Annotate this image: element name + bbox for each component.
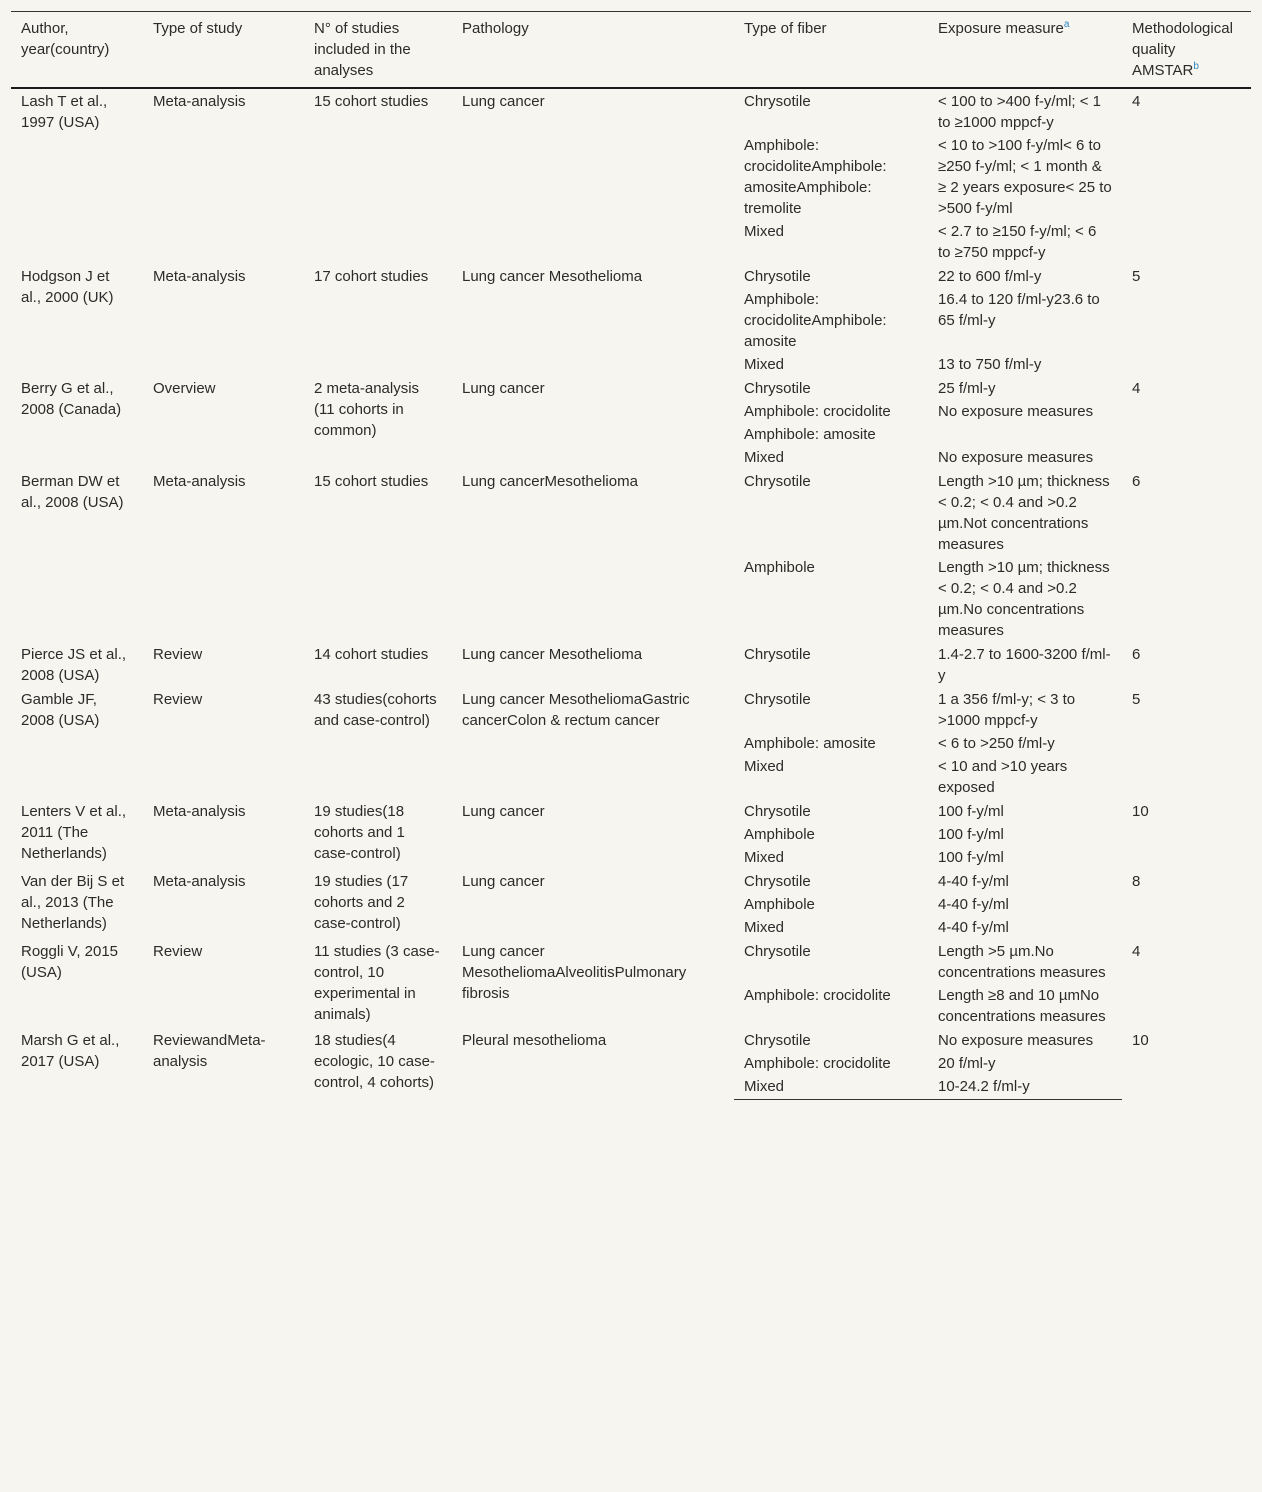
header-pathology: Pathology	[452, 12, 734, 89]
cell-pathology: Lung cancer MesotheliomaGastric cancerColon & rectum cancer	[462, 691, 690, 729]
cell-exposure-measure: 16.4 to 120 f/ml-y23.6 to 65 f/ml-y	[938, 291, 1100, 329]
cell-type-of-fiber: Chrysotile	[744, 873, 811, 890]
cell-number-of-studies: 19 studies(18 cohorts and 1 case-control)	[314, 803, 405, 862]
cell-author: Pierce JS et al., 2008 (USA)	[21, 646, 127, 684]
cell-type-of-fiber: Chrysotile	[744, 646, 811, 663]
cell-type-of-fiber: Mixed	[744, 849, 785, 866]
cell-exposure-measure	[928, 423, 1122, 446]
table-row	[11, 687, 1251, 732]
cell-exposure-measure: Length ≥8 and 10 µmNo concentrations measures	[938, 987, 1106, 1025]
cell-methodological-quality: 10	[1132, 803, 1149, 820]
table-row	[11, 264, 1251, 288]
cell-exposure-measure: No exposure measures	[938, 449, 1094, 466]
cell-methodological-quality: 8	[1132, 873, 1141, 890]
cell-exposure-measure: 1.4-2.7 to 1600-3200 f/ml-y	[938, 646, 1111, 684]
cell-exposure-measure: 1 a 356 f/ml-y; < 3 to >1000 mppcf-y	[938, 691, 1076, 729]
cell-type-of-study: Meta-analysis	[153, 268, 246, 285]
cell-type-of-fiber: Mixed	[734, 1075, 928, 1100]
table-row	[11, 1028, 1251, 1052]
cell-type-of-study: Overview	[153, 380, 216, 397]
cell-author: Gamble JF, 2008 (USA)	[21, 691, 100, 729]
cell-exposure-measure: 13 to 750 f/ml-y	[938, 356, 1042, 373]
cell-type-of-fiber: Chrysotile	[744, 691, 811, 708]
cell-methodological-quality: 6	[1132, 473, 1141, 490]
cell-type-of-fiber: Mixed	[744, 449, 785, 466]
cell-type-of-study: Review	[153, 646, 203, 663]
cell-methodological-quality: 6	[1132, 646, 1141, 663]
cell-type-of-fiber: Amphibole: amosite	[744, 735, 876, 752]
cell-pathology: Lung cancer Mesothelioma	[462, 268, 643, 285]
cell-author: Lash T et al., 1997 (USA)	[21, 93, 108, 131]
cell-type-of-study: Meta-analysis	[153, 93, 246, 110]
cell-type-of-fiber: Amphibole	[744, 896, 815, 913]
cell-number-of-studies: 14 cohort studies	[314, 646, 429, 663]
cell-exposure-measure: 100 f-y/ml	[938, 849, 1004, 866]
cell-exposure-measure: Length >5 µm.No concentrations measures	[938, 943, 1106, 981]
cell-exposure-measure: 4-40 f-y/ml	[938, 919, 1009, 936]
header-type-of-fiber: Type of fiber	[734, 12, 928, 89]
asbestos-studies-table	[11, 11, 1251, 1100]
cell-type-of-fiber: Chrysotile	[744, 268, 811, 285]
cell-type-of-fiber: Mixed	[744, 356, 785, 373]
table-row	[11, 376, 1251, 400]
cell-author: Hodgson J et al., 2000 (UK)	[21, 268, 114, 306]
table-container	[11, 11, 1251, 1100]
table-row	[11, 88, 1251, 134]
cell-exposure-measure: 10-24.2 f/ml-y	[928, 1075, 1122, 1100]
cell-exposure-measure: 20 f/ml-y	[938, 1055, 996, 1072]
cell-exposure-measure: No exposure measures	[938, 403, 1094, 420]
cell-number-of-studies: 2 meta-analysis (11 cohorts in common)	[314, 380, 420, 439]
header-quality-label: Methodological quality AMSTAR	[1132, 20, 1233, 79]
cell-exposure-measure: < 10 to >100 f-y/ml< 6 to ≥250 f-y/ml; < 1 month & ≥ 2 years exposure< 25 to >500 f-y/ml	[938, 137, 1112, 217]
cell-exposure-measure: 100 f-y/ml	[938, 803, 1004, 820]
cell-pathology: Lung cancer Mesothelioma	[462, 646, 643, 663]
cell-exposure-measure: 25 f/ml-y	[938, 380, 996, 397]
cell-methodological-quality: 4	[1132, 93, 1141, 110]
cell-type-of-study: Meta-analysis	[153, 873, 246, 890]
cell-number-of-studies: 19 studies (17 cohorts and 2 case-control)	[314, 873, 409, 932]
cell-pathology: Lung cancer	[462, 873, 545, 890]
cell-methodological-quality: 5	[1132, 691, 1141, 708]
cell-author: Berman DW et al., 2008 (USA)	[21, 473, 124, 511]
footnote-b-link[interactable]: b	[1193, 61, 1199, 72]
cell-type-of-fiber: Chrysotile	[744, 1032, 811, 1049]
cell-exposure-measure: < 10 and >10 years exposed	[938, 758, 1068, 796]
table-header	[11, 12, 1251, 89]
cell-type-of-fiber: Amphibole: crocidolite	[744, 1055, 891, 1072]
cell-type-of-fiber: Amphibole	[744, 826, 815, 843]
cell-type-of-study: Review	[153, 691, 203, 708]
cell-methodological-quality: 5	[1132, 268, 1141, 285]
table-row	[11, 642, 1251, 687]
cell-type-of-fiber: Chrysotile	[744, 473, 811, 490]
cell-exposure-measure: < 100 to >400 f-y/ml; < 1 to ≥1000 mppcf-y	[938, 93, 1102, 131]
cell-type-of-fiber: Amphibole: crocidoliteAmphibole: amosite	[744, 291, 887, 350]
cell-number-of-studies: 43 studies(cohorts and case-control)	[314, 691, 437, 729]
cell-number-of-studies: 15 cohort studies	[314, 93, 429, 110]
footnote-a-link[interactable]: a	[1063, 19, 1070, 30]
cell-type-of-study: Meta-analysis	[153, 473, 246, 490]
cell-exposure-measure: < 6 to >250 f/ml-y	[938, 735, 1055, 752]
cell-pathology: Lung cancer	[462, 380, 545, 397]
cell-pathology: Lung cancer MesotheliomaAlveolitisPulmonary fibrosis	[462, 943, 687, 1002]
table-row	[11, 799, 1251, 823]
cell-type-of-fiber: Amphibole: crocidolite	[744, 403, 891, 420]
cell-methodological-quality: 4	[1132, 943, 1141, 960]
cell-type-of-fiber: Chrysotile	[744, 803, 811, 820]
cell-exposure-measure: 22 to 600 f/ml-y	[938, 268, 1042, 285]
header-exposure-measure	[928, 12, 1122, 89]
header-methodological-quality	[1122, 12, 1251, 89]
cell-exposure-measure: Length >10 µm; thickness < 0.2; < 0.4 and >0.2 µm.No concentrations measures	[938, 559, 1110, 639]
cell-exposure-measure: < 2.7 to ≥150 f-y/ml; < 6 to ≥750 mppcf-y	[938, 223, 1097, 261]
header-row	[11, 12, 1251, 89]
cell-type-of-fiber: Amphibole: crocidolite	[744, 987, 891, 1004]
cell-author: Van der Bij S et al., 2013 (The Netherlands)	[21, 873, 125, 932]
cell-type-of-study: ReviewandMeta-analysis	[153, 1032, 266, 1070]
cell-type-of-fiber: Mixed	[744, 919, 785, 936]
header-author: Author, year(country)	[11, 12, 143, 89]
cell-author: Lenters V et al., 2011 (The Netherlands)	[21, 803, 127, 862]
cell-author: Berry G et al., 2008 (Canada)	[21, 380, 122, 418]
table-row	[11, 939, 1251, 984]
cell-type-of-study: Review	[153, 943, 203, 960]
cell-type-of-fiber: Amphibole: crocidoliteAmphibole: amositeAmphibole: tremolite	[744, 137, 887, 217]
cell-type-of-fiber: Chrysotile	[744, 93, 811, 110]
cell-exposure-measure: 4-40 f-y/ml	[938, 896, 1009, 913]
cell-methodological-quality: 4	[1132, 380, 1141, 397]
cell-exposure-measure: No exposure measures	[938, 1032, 1094, 1049]
table-row	[11, 469, 1251, 556]
cell-type-of-fiber: Chrysotile	[744, 943, 811, 960]
cell-exposure-measure: 100 f-y/ml	[938, 826, 1004, 843]
header-number-of-studies: N° of studies included in the analyses	[304, 12, 452, 89]
header-exposure-label: Exposure measure	[938, 20, 1064, 37]
cell-pathology: Lung cancerMesothelioma	[462, 473, 638, 490]
cell-pathology: Pleural mesothelioma	[462, 1032, 607, 1049]
cell-exposure-measure: 4-40 f-y/ml	[938, 873, 1009, 890]
cell-type-of-fiber: Chrysotile	[744, 380, 811, 397]
cell-number-of-studies: 11 studies (3 case-control, 10 experimental in animals)	[314, 943, 440, 1023]
table-body	[11, 88, 1251, 1100]
cell-methodological-quality: 10	[1132, 1032, 1149, 1049]
cell-number-of-studies: 18 studies(4 ecologic, 10 case-control, 4 cohorts)	[314, 1032, 435, 1091]
cell-number-of-studies: 15 cohort studies	[314, 473, 429, 490]
cell-type-of-fiber: Mixed	[744, 758, 785, 775]
header-type-of-study: Type of study	[143, 12, 304, 89]
cell-pathology: Lung cancer	[462, 803, 545, 820]
cell-type-of-fiber: Mixed	[744, 223, 785, 240]
cell-author: Roggli V, 2015 (USA)	[21, 943, 119, 981]
cell-type-of-study: Meta-analysis	[153, 803, 246, 820]
cell-type-of-fiber: Amphibole: amosite	[744, 426, 876, 443]
cell-type-of-fiber: Amphibole	[744, 559, 815, 576]
cell-exposure-measure: Length >10 µm; thickness < 0.2; < 0.4 and >0.2 µm.Not concentrations measures	[938, 473, 1110, 553]
cell-pathology: Lung cancer	[462, 93, 545, 110]
table-row	[11, 869, 1251, 893]
cell-author: Marsh G et al., 2017 (USA)	[21, 1032, 120, 1070]
cell-number-of-studies: 17 cohort studies	[314, 268, 429, 285]
